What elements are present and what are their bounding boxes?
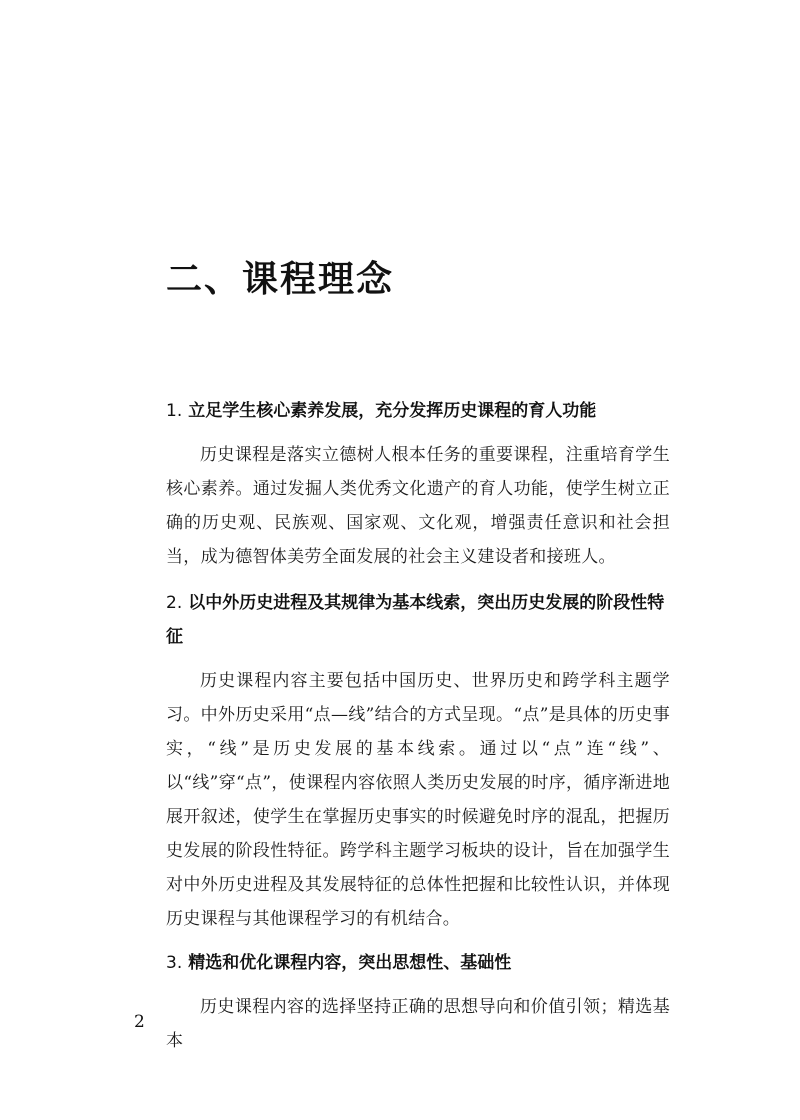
section-number: 1. — [166, 401, 183, 421]
content-body — [166, 394, 670, 1058]
section-number: 3. — [166, 953, 183, 973]
section-heading-3 — [166, 946, 670, 980]
section-heading-text: 精选和优化课程内容，突出思想性、基础性 — [188, 953, 512, 973]
section-paragraph-2: 历史课程内容主要包括中国历史、世界历史和跨学科主题学习。中外历史采用“点—线”结合的方式呈现。“点”是具体的历史事实，“线”是历史发展的基本线索。通过以“点”连“线”、以“线”穿“点”，使课程内容依照人类历史发展的时序，循序渐进地展开叙述，使学生在掌握历史事实的时候避免时序的混乱，把握历史发展的阶段性特征。跨学科主题学习板块的设计，旨在加强学生对中外历史进程及其发展特征的总体性把握和比较性认识，并体现历史课程与其他课程学习的有机结合。 — [166, 671, 670, 929]
section-paragraph-3: 历史课程内容的选择坚持正确的思想导向和价值引领；精选基本 — [166, 997, 670, 1051]
section-heading-1 — [166, 394, 670, 428]
section-heading-text: 立足学生核心素养发展，充分发挥历史课程的育人功能 — [188, 401, 597, 421]
section-heading-text: 以中外历史进程及其规律为基本线索，突出历史发展的阶段性特征 — [166, 593, 665, 647]
chapter-title: 二、课程理念 — [166, 259, 395, 300]
page-number: 2 — [134, 1012, 145, 1032]
section-number: 2. — [166, 593, 183, 613]
section-paragraph-1: 历史课程是落实立德树人根本任务的重要课程，注重培育学生核心素养。通过发掘人类优秀文化遗产的育人功能，使学生树立正确的历史观、民族观、国家观、文化观，增强责任意识和社会担当，成为德智体美劳全面发展的社会主义建设者和接班人。 — [166, 445, 670, 567]
section-heading-2 — [166, 586, 670, 654]
